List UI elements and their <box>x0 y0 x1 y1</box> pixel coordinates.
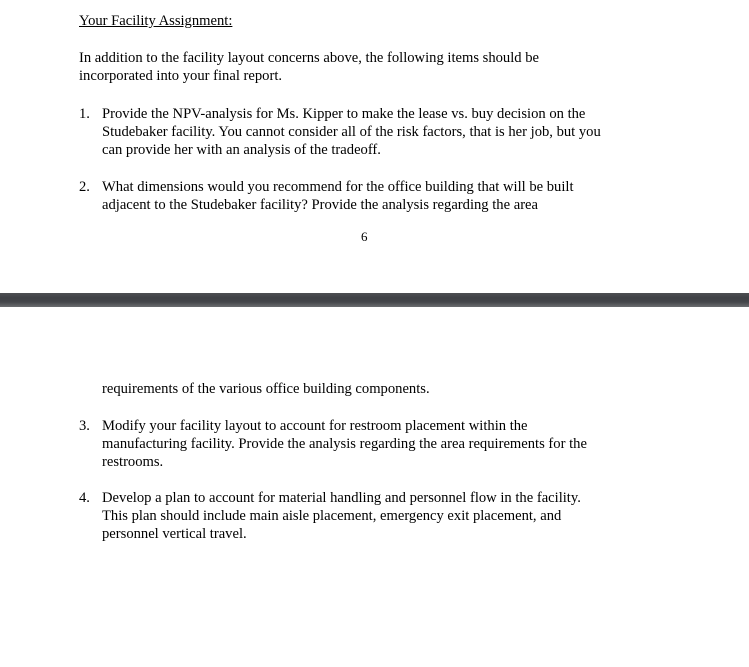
list-item-line: This plan should include main aisle placement, emergency exit placement, and <box>102 508 562 524</box>
document-page-6 <box>0 0 749 293</box>
intro-line: In addition to the facility layout concerns above, the following items should be <box>79 50 540 66</box>
list-item-line: Develop a plan to account for material handling and personnel flow in the facility. <box>102 490 581 506</box>
list-item-line: personnel vertical travel. <box>102 526 247 542</box>
list-item-number: 4. <box>79 490 90 506</box>
list-item-line: manufacturing facility. Provide the analysis regarding the area requirements for the <box>102 436 587 452</box>
section-heading: Your Facility Assignment: <box>79 13 233 29</box>
list-item-number: 2. <box>79 179 90 195</box>
list-item-text <box>102 105 722 159</box>
list-item-line: adjacent to the Studebaker facility? Provide the analysis regarding the area <box>102 197 539 213</box>
list-item-text <box>102 178 722 214</box>
page-number: 6 <box>361 229 368 244</box>
list-item-line: Modify your facility layout to account for restroom placement within the <box>102 418 528 434</box>
intro-paragraph <box>79 49 679 85</box>
list-item-line: Studebaker facility. You cannot consider all of the risk factors, that is her job, but you <box>102 124 601 140</box>
intro-line: incorporated into your final report. <box>79 68 283 84</box>
list-item-line: Provide the NPV-analysis for Ms. Kipper to make the lease vs. buy decision on the <box>102 106 586 122</box>
list-item-number: 3. <box>79 418 90 434</box>
continued-line: requirements of the various office building components. <box>102 381 430 397</box>
document-page-7 <box>0 307 749 667</box>
list-item-number: 1. <box>79 106 90 122</box>
page-separator <box>0 293 749 307</box>
list-item-line: What dimensions would you recommend for the office building that will be built <box>102 179 574 195</box>
list-item-line: restrooms. <box>102 454 164 470</box>
list-item-text <box>102 417 722 471</box>
list-item-text <box>102 489 722 543</box>
list-item-line: can provide her with an analysis of the tradeoff. <box>102 142 381 158</box>
